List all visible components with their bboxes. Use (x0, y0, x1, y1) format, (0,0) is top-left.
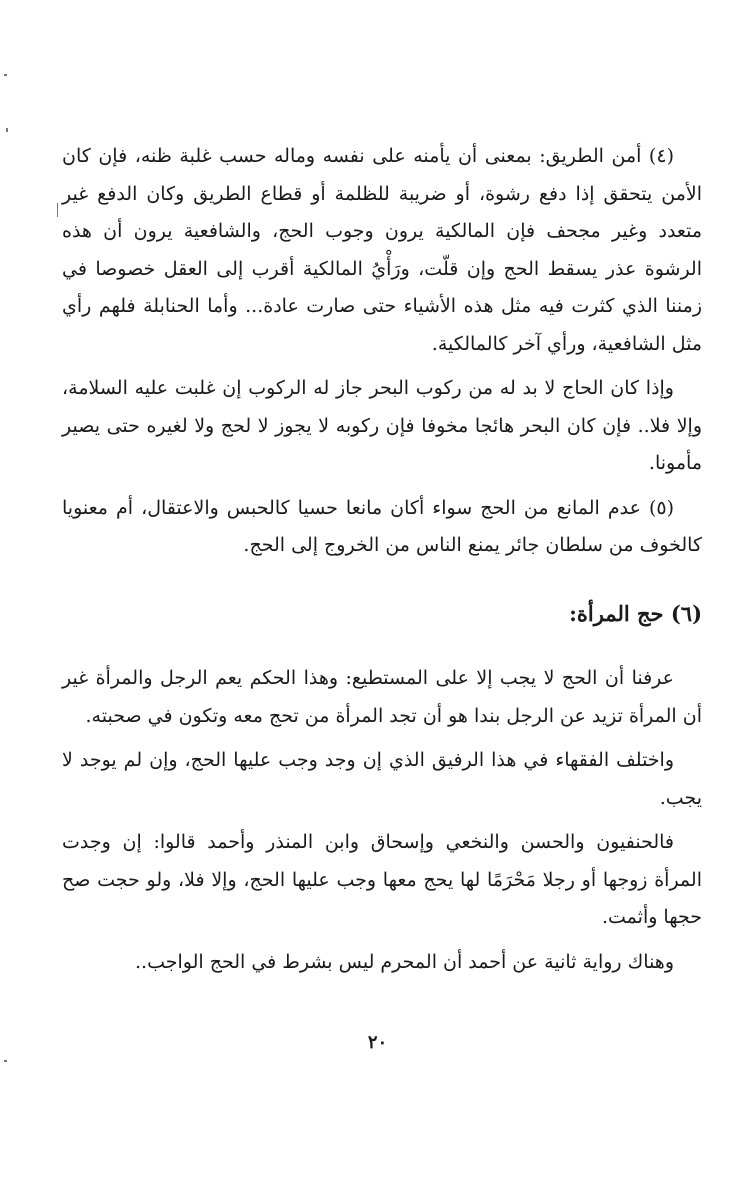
page-number: ٢٠ (367, 1032, 388, 1053)
section-heading-womens-hajj: (٦) حج المرأة: (569, 600, 702, 626)
scan-mark-middle (57, 203, 58, 217)
paragraph-road-safety: (٤) أمن الطريق: بمعنى أن يأمنه على نفسه وماله حسب غلبة ظنه، فإن كان الأمن يتحقق إذا دفع رشوة، أو ضريبة للظلمة أو قطاع الطريق وكان الدفع غير متعدد وغير مجحف فإن المالكية يرون وجوب الحج، والشافعية يرون أن هذه الرشوة عذر يسقط الحج وإن قلّت، ورَأْيُ المالكية أقرب إلى العقل خصوصا في زمننا الذي كثرت فيه مثل هذه الأشياء حتى صارت عادة... وأما الحنابلة فلهم رأي مثل الشافعية، ورأي آخر كالمالكية. (62, 145, 702, 355)
paragraph-sea-travel: وإذا كان الحاج لا بد له من ركوب البحر جاز له الركوب إن غلبت عليه السلامة، وإلا فلا.. فإن كان البحر هائجا مخوفا فإن ركوبه لا يجوز لا لحج ولا لغيره حتى يصير مأمونا. (62, 377, 702, 474)
scan-mark-bottom (4, 1060, 7, 1062)
scan-mark-upper (6, 128, 8, 132)
paragraph-jurists-differ: واختلف الفقهاء في هذا الرفيق الذي إن وجد وجب عليها الحج، وإن لم يوجد لا يجب. (62, 749, 702, 809)
paragraph-no-obstacle: (٥) عدم المانع من الحج سواء أكان مانعا حسيا كالحبس والاعتقال، أم معنويا كالخوف من سلطان جائر يمنع الناس من الخروج إلى الحج. (62, 496, 702, 556)
paragraph-hanafi-view: فالحنفيون والحسن والنخعي وإسحاق وابن المنذر وأحمد قالوا: إن وجدت المرأة زوجها أو رجلا مَحْرَمًا لها يحج معها وجب عليها الحج، وإلا فلا، ولو حجت صح حجها وأثمت. (62, 831, 702, 928)
document-body (62, 138, 702, 981)
scan-mark-top (4, 74, 7, 76)
paragraph-capable: عرفنا أن الحج لا يجب إلا على المستطيع: وهذا الحكم يعم الرجل والمرأة غير أن المرأة تزيد عن الرجل بندا هو أن تجد المرأة من تحج معه وتكون في صحبته. (62, 667, 702, 727)
paragraph-second-narration: وهناك رواية ثانية عن أحمد أن المحرم ليس بشرط في الحج الواجب.. (135, 950, 674, 973)
